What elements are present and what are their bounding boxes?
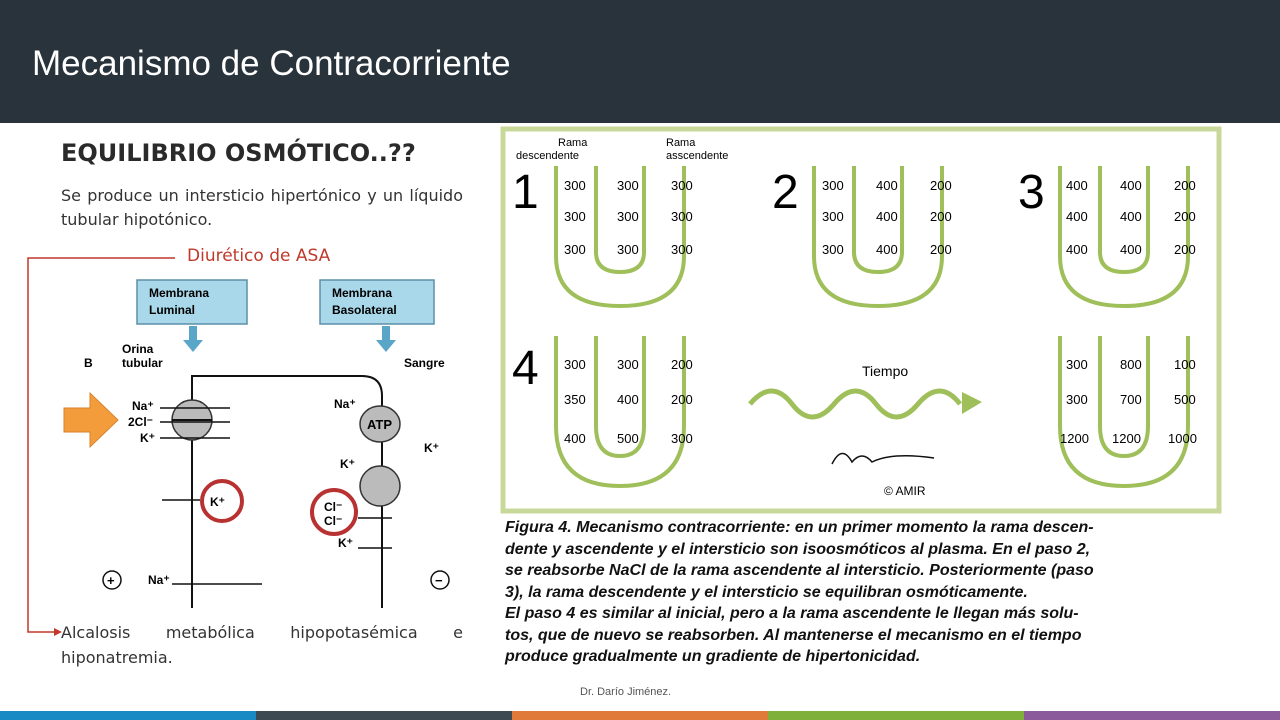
diuretic-label: Diurético de ASA (187, 246, 331, 266)
panel-1-r2-c1: 300 (564, 209, 586, 224)
panel-5-r1-c3: 100 (1174, 357, 1196, 372)
panel-5-r2-c2: 700 (1120, 392, 1142, 407)
footer-bar-orange (512, 711, 768, 720)
panel-2-r1-c1: 300 (822, 178, 844, 193)
panel-4-r3-c1: 400 (564, 431, 586, 446)
panel-4-r2-c2: 400 (617, 392, 639, 407)
panel-1-r3-c3: 300 (671, 242, 693, 257)
panel-5-r3-c3: 1000 (1168, 431, 1197, 446)
panel-3-r3-c3: 200 (1174, 242, 1196, 257)
panel-3-label: 3 (1018, 166, 1045, 219)
k-lower-label: K⁺ (338, 536, 353, 550)
plus-label: + (107, 573, 115, 588)
rama-desc-line2: descendente (516, 150, 579, 162)
panel-4-r1-c3: 200 (671, 357, 693, 372)
panel-3-r1-c2: 400 (1120, 178, 1142, 193)
panel-4-r2-c1: 350 (564, 392, 586, 407)
footer-bar-dark (256, 711, 512, 720)
panel-1-r1-c1: 300 (564, 178, 586, 193)
membrane-basolateral-line2: Basolateral (332, 303, 397, 317)
panel-3-r2-c1: 400 (1066, 209, 1088, 224)
basolateral-transporter (360, 466, 400, 506)
k-basolateral-label: K⁺ (424, 441, 439, 455)
panel-2-r3-c2: 400 (876, 242, 898, 257)
footer-bar-blue (0, 711, 256, 720)
panel-2-r3-c1: 300 (822, 242, 844, 257)
panel-2-r1-c2: 400 (876, 178, 898, 193)
atp-label: ATP (367, 417, 393, 432)
na-basolateral-label: Na⁺ (334, 397, 356, 411)
page-title: Mecanismo de Contracorriente (32, 44, 511, 83)
na-label: Na⁺ (132, 399, 154, 413)
orina-line2: tubular (122, 356, 163, 370)
membrane-luminal-line1: Membrana (149, 286, 210, 300)
panel-5-r1-c1: 300 (1066, 357, 1088, 372)
caption-line: se reabsorbe NaCl de la rama ascendente al intersticio. Posteriormente (paso (505, 562, 1094, 579)
panel-3-r2-c2: 400 (1120, 209, 1142, 224)
panel-1-r3-c1: 300 (564, 242, 586, 257)
k-label: K⁺ (140, 431, 155, 445)
figure-caption (505, 517, 1225, 668)
panel-1-r1-c2: 300 (617, 178, 639, 193)
panel-5-r2-c1: 300 (1066, 392, 1088, 407)
panel-3-r1-c1: 400 (1066, 178, 1088, 193)
panel-4-r3-c2: 500 (617, 431, 639, 446)
panel-2-r2-c2: 400 (876, 209, 898, 224)
membrane-luminal-line2: Luminal (149, 303, 196, 317)
panel-4-r2-c3: 200 (671, 392, 693, 407)
tiempo-label: Tiempo (862, 363, 909, 379)
cl2-label: 2Cl⁻ (128, 415, 154, 429)
cl-label-2: Cl⁻ (324, 514, 343, 528)
membrane-basolateral-line1: Membrana (332, 286, 393, 300)
panel-3-r3-c2: 400 (1120, 242, 1142, 257)
panel-5-r3-c2: 1200 (1112, 431, 1141, 446)
section-subtitle: EQUILIBRIO OSMÓTICO..?? (61, 139, 416, 167)
caption-line: dente y ascendente y el intersticio son isoosmóticos al plasma. En el paso 2, (505, 540, 1091, 558)
label-b: B (84, 356, 93, 370)
panel-2-r2-c1: 300 (822, 209, 844, 224)
panel-2-r3-c3: 200 (930, 242, 952, 257)
caption-line: produce gradualmente un gradiente de hipertonicidad. (505, 648, 921, 665)
panel-4-r1-c2: 300 (617, 357, 639, 372)
countercurrent-diagram (500, 126, 1222, 514)
caption-line: tos, que de nuevo se reabsorben. Al mantenerse el mecanismo en el tiempo (505, 626, 1082, 644)
panel-1-r2-c2: 300 (617, 209, 639, 224)
caption-line: El paso 4 es similar al inicial, pero a la rama ascendente le llegan más solu- (505, 605, 1079, 622)
copyright-label: © AMIR (884, 484, 926, 498)
panel-1-r3-c2: 300 (617, 242, 639, 257)
rama-asc-line1: Rama (666, 137, 696, 149)
panel-5-r3-c1: 1200 (1060, 431, 1089, 446)
caption-line: Figura 4. Mecanismo contracorriente: en un primer momento la rama descen- (505, 519, 1094, 536)
loop-cell-diagram (62, 268, 464, 608)
intro-paragraph: Se produce un intersticio hipertónico y un líquido tubular hipotónico. (61, 186, 463, 229)
panel-1-label: 1 (512, 166, 539, 219)
panel-5-r1-c2: 800 (1120, 357, 1142, 372)
cl-label-1: Cl⁻ (324, 500, 343, 514)
panel-3-r2-c3: 200 (1174, 209, 1196, 224)
panel-4-label: 4 (512, 342, 539, 395)
panel-1-r1-c3: 300 (671, 178, 693, 193)
caption-line: 3), la rama descendente y el intersticio se equilibran osmóticamente. (505, 583, 1028, 601)
k-channel-label: K⁺ (210, 495, 225, 509)
sangre-label: Sangre (404, 356, 445, 370)
na-paracellular-label: Na⁺ (148, 573, 170, 587)
orina-line1: Orina (122, 342, 154, 356)
consequence-text: Alcalosis metabólica hipopotasémica e hiponatremia. (61, 623, 463, 667)
k-inner-label: K⁺ (340, 457, 355, 471)
panel-2-r2-c3: 200 (930, 209, 952, 224)
minus-label: − (435, 573, 443, 588)
panel-1-r2-c3: 300 (671, 209, 693, 224)
rama-desc-line1: Rama (558, 137, 588, 149)
panel-2-r1-c3: 200 (930, 178, 952, 193)
footer-bar-purple (1024, 711, 1280, 720)
rama-asc-line2: asscendente (666, 150, 729, 162)
footer-bar-green (768, 711, 1024, 720)
panel-4-r1-c1: 300 (564, 357, 586, 372)
panel-5-r2-c3: 500 (1174, 392, 1196, 407)
panel-2-label: 2 (772, 166, 799, 219)
author-footer: Dr. Darío Jiménez. (580, 686, 672, 698)
panel-3-r1-c3: 200 (1174, 178, 1196, 193)
panel-4-r3-c3: 300 (671, 431, 693, 446)
panel-3-r3-c1: 400 (1066, 242, 1088, 257)
